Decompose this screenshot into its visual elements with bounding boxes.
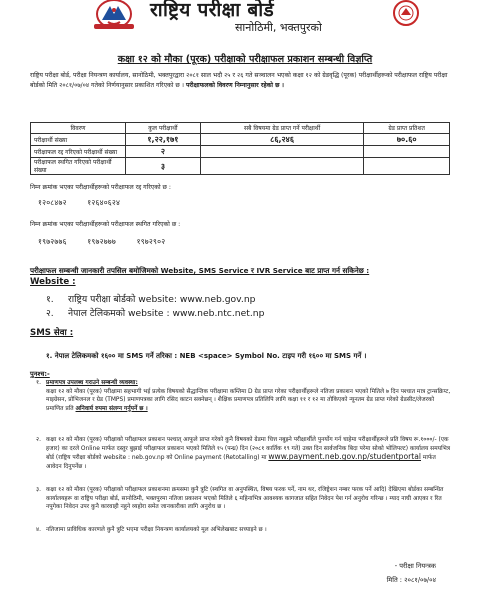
symbol-number: १९७२९०२ — [136, 237, 166, 246]
table-header: विवरण — [31, 123, 126, 134]
intro-bold-text: परीक्षाफलको विवरण निम्नानुसार रहेको छ । — [185, 81, 284, 89]
percent-cell — [364, 146, 450, 158]
postscript-number: २. — [36, 437, 41, 443]
graded-cell — [200, 146, 364, 158]
notice-intro — [30, 71, 450, 90]
board-title: राष्ट्रिय परीक्षा बोर्ड — [150, 0, 274, 21]
cancelled-heading: निम्न क्रमांक भएका परीक्षार्थीहरूको परीक्षाफल रद्द गरिएको छ : — [30, 184, 171, 191]
symbol-number: १२०८४७२ — [38, 198, 67, 207]
signature-office: - परीक्षा नियन्त्रक — [394, 562, 436, 570]
percent-cell: ७०.६० — [364, 134, 450, 146]
postscript-item — [36, 436, 452, 471]
postscript-body: नतिजामा प्राविधिक कारणले कुनै त्रुटि भएमा परीक्षा नियन्त्रण कार्यालयको मूल अभिलेखबाट सच्याइने छ । — [46, 527, 267, 533]
website-heading: Website : — [30, 277, 76, 287]
punascha-label: पुनश्च:- — [30, 370, 50, 378]
table-header-row — [31, 123, 450, 134]
info-line: परीक्षाफल सम्बन्धी जानकारी तपसिल बमोजिमको Website, SMS Service र IVR Service बाट प्राप्त गर्न सकिनेछ : — [30, 266, 370, 275]
postscript-item — [36, 379, 452, 413]
postscript-number: १. — [36, 380, 41, 386]
postscript-body: कक्षा १२ को मौका (पूरक) परीक्षाको परीक्षाफल प्रकाशन पश्चात् आफूले प्राप्त गरेको कुनै विषयको ग्रेडमा चित्त नबुझ्ने परीक्षार्थीले पुनर्योग गर्न चाहेमा परीक्षार्थीहरूले प्रति विषय रू.१०००/- (एक हजार) का दरले Online मार्फत दस्तुर बुझाई परीक्षाफल प्रकाशन भएको मितिले १५ (पन्ध्र) दिन (२०८१ कार्तिक १९ गते) उक्त दिन सार्वजनिक बिदा परेमा सोको भोलिपल्ट) कार्यालय समयभित्र बोर्ड (राष्ट्रिय परीक्षा बोर्डको website : neb.gov.np को Online payment (Retotalling) मा — [46, 437, 450, 462]
notice-subject: कक्षा १२ को मौका (पूरक) परीक्षाको परीक्षाफल प्रकाशन सम्बन्धी विज्ञप्ति — [117, 54, 373, 65]
postscript-emphasis: अनिवार्य रुपमा संलग्न गर्नुपर्ने छ । — [75, 405, 148, 412]
postscript-title: प्रमाणपत्र उपलब्ध गराउने सम्बन्धी व्यवस्था: — [46, 380, 138, 386]
total-cell: १,२२,१७१ — [126, 134, 201, 146]
graded-cell — [200, 158, 364, 175]
website-item-text: राष्ट्रिय परीक्षा बोर्डको website: www.neb.gov.np — [68, 294, 256, 305]
postscript-number: ३. — [36, 487, 41, 493]
table-header: ग्रेड प्राप्त प्रतिशत — [364, 123, 450, 134]
signature-date: मिति : २०८१/०७/०४ — [386, 576, 436, 584]
percent-cell — [364, 158, 450, 175]
intro-text: राष्ट्रिय परीक्षा बोर्ड, परीक्षा नियन्त्रण कार्यालय, सानोठिमी, भक्तपुरद्वारा २०८१ साल भदौ २५ र २६ गते सञ्चालन भएको कक्षा १२ को ग्रेडवृद्धि (पूरक) परीक्षार्थीहरूको परीक्षाफल राष्ट्रिय परीक्षा बोर्डको मिति २०८१/०७/०४ गतेको निर्णयानुसार प्रकाशित गरिएको छ । — [30, 72, 448, 89]
sms-instruction: १. नेपाल टेलिकमको १६०० मा SMS गर्ने तरिका : NEB <space> Symbol No. टाइप गरी १६०० मा SMS गर्ने । — [46, 352, 367, 360]
neb-seal-logo — [388, 0, 424, 28]
symbol-number: १९७२७७७ — [87, 237, 116, 246]
website-item-number: १. — [46, 294, 54, 305]
results-table — [30, 122, 450, 175]
sms-heading: SMS सेवा : — [30, 328, 74, 338]
symbol-number: १९७२७७६ — [38, 237, 67, 246]
postscript-item — [36, 526, 452, 535]
postscript-item — [36, 486, 452, 512]
table-row — [31, 134, 450, 146]
postscript-body: कक्षा १२ को मौका (पूरक) परीक्षामा सहभागी भई प्रत्येक विषयको सैद्धान्तिक परीक्षामा कम्तिमा D ग्रेड प्राप्त गरेका परीक्षार्थीहरूले नतिजा प्रकाशन भएको मितिले ७ दिन पश्चात मात्र ट्रान्सक्रिप्ट, माइग्रेसन, प्रोभिजनल र ग्रेड (TMPS) प्रमाणपत्रका लागि रसिद काटन सक्नेछन् । शैक्षिक प्रमाणपत्र प्रतिलिपि लागि कक्षा ११ र १२ मा तोकिएको न्यूनतम ग्रेड प्राप्त गरेको ग्रेडसीट/लेजरको प्रमाणित प्रति — [46, 388, 451, 412]
row-label: परीक्षाफल रद्द गरिएको परीक्षार्थी संख्या — [31, 146, 126, 158]
cancelled-symbols — [38, 198, 138, 208]
website-item — [46, 292, 255, 305]
nepal-emblem-logo — [88, 0, 140, 32]
row-label: परीक्षार्थी संख्या — [31, 134, 126, 146]
website-item-number: २. — [46, 308, 54, 319]
retotalling-link[interactable]: www.payment.neb.gov.np/studentportal — [268, 452, 421, 462]
withheld-heading: निम्न क्रमांक भएका परीक्षार्थीहरूको परीक्षाफल स्थगित गरिएको छ : — [30, 221, 181, 228]
table-header: सबै विषयमा ग्रेड प्राप्त गर्ने परीक्षार्थी — [200, 123, 364, 134]
website-item-text: नेपाल टेलिकमको website : www.neb.ntc.net.np — [68, 308, 265, 319]
table-header: कुल परीक्षार्थी — [126, 123, 201, 134]
postscript-tail: मार्फत आवेदन दिनुपर्नेछ । — [46, 455, 436, 470]
table-row — [31, 146, 450, 158]
total-cell: २ — [126, 146, 201, 158]
total-cell: ३ — [126, 158, 201, 175]
website-item — [46, 306, 264, 319]
row-label: परीक्षाफल स्थगित गरिएको परीक्षार्थी संख्या — [31, 158, 126, 175]
withheld-symbols — [38, 237, 183, 247]
board-address: सानोठिमी, भक्तपुरको — [235, 21, 322, 34]
symbol-number: १२६४०६२४ — [87, 198, 121, 207]
table-row — [31, 158, 450, 175]
postscript-body: कक्षा १२ को मौका (पूरक) परीक्षाको परीक्षाफल प्रकाशनमा क्रमसमा कुनै त्रुटि (स्थगित वा अनुपस्थित, विषय फरक पर्ने, नाम थर, रजिष्ट्रेशन नम्बर फरक पर्ने आदि) देखिएमा बोर्डका सम्बन्धित कार्यालयहरू वा राष्ट्रिय परीक्षा बोर्ड, सानोठिमी, भक्तपुरमा नतिजा प्रकाशन भएको मितिले ६ महिनाभित्र आवश्यक कागजात सहित निवेदन पेश गर्न अनुरोध गरिन्छ । म्याद नाघी आएका र रित नपुगेका निवेदन उपर कुनै कारवाही नहुने व्यहोरा समेत जानकारीका लागि अनुरोध छ । — [46, 487, 444, 511]
postscript-number: ४. — [36, 527, 41, 533]
graded-cell: ८६,२४६ — [200, 134, 364, 146]
